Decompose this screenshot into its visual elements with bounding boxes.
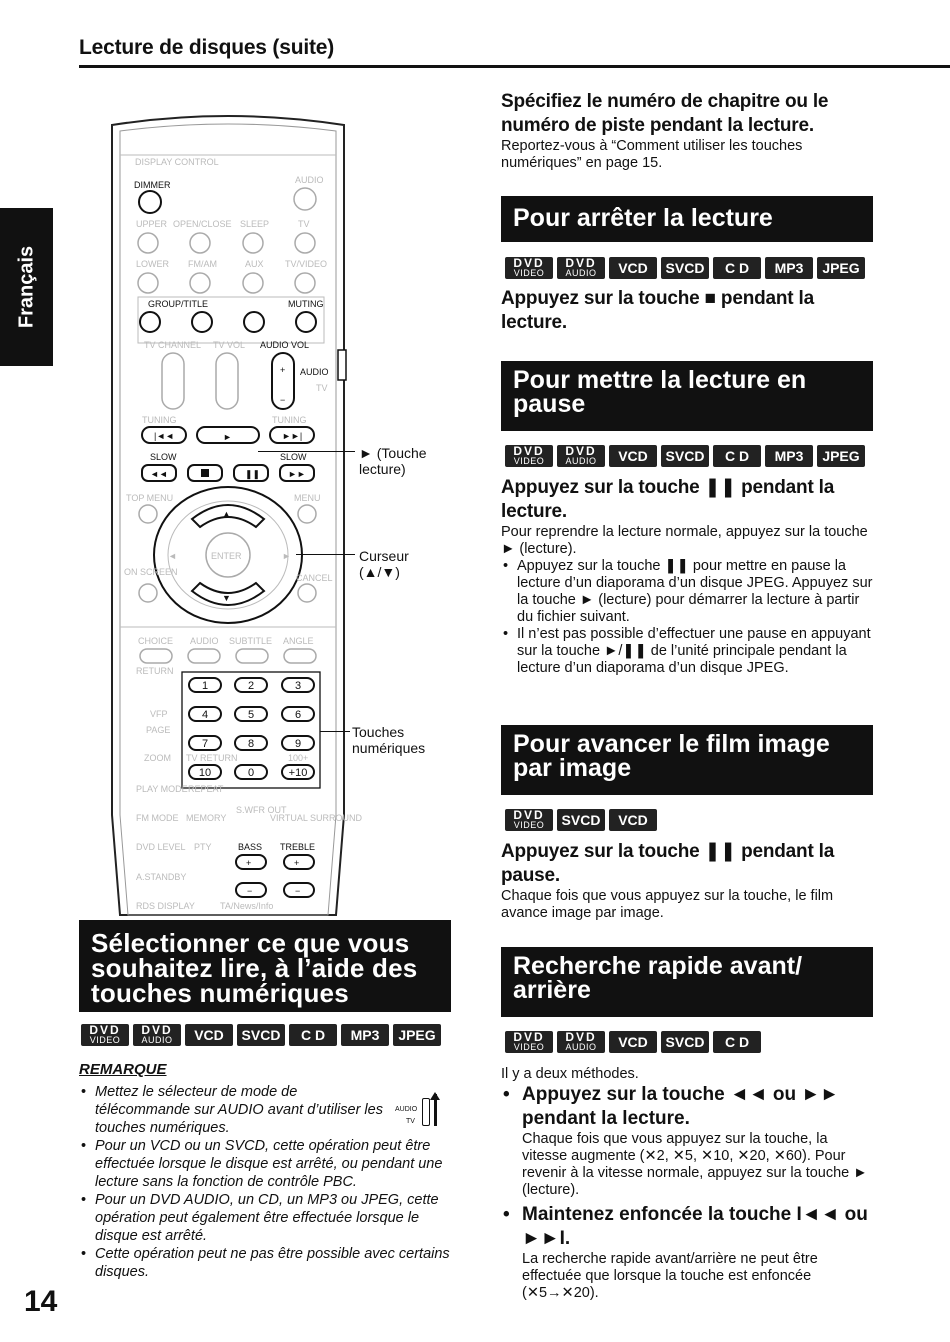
pause-body-text: Pour reprendre la lecture normale, appuyez sur la touche ► (lecture). (501, 524, 868, 557)
pause-body (501, 524, 873, 677)
menu-button[interactable] (298, 505, 316, 523)
number-key-label: 10 (198, 767, 212, 779)
dimmer-label: DIMMER (134, 180, 171, 190)
frame-advance-heading: Pour avancer le film image par image (513, 730, 830, 782)
remarque-item: • Pour un DVD AUDIO, un CD, un MP3 ou JPEG, cette opération peut également être effectuée lorsque le disque est arrêté. (95, 1191, 451, 1245)
tuning-minus-label: TUNING (142, 415, 177, 425)
subtitle-button[interactable] (236, 649, 268, 663)
aux-label: AUX (245, 259, 264, 269)
select-by-number-heading: Sélectionner ce que vous souhaitez lire, à l’aide des touches numériques (91, 928, 418, 1008)
display-control-label: DISPLAY CONTROL (135, 157, 219, 167)
choice-label: CHOICE (138, 636, 174, 646)
disc-badge-dvd-audio: DVD AUDIO (133, 1024, 181, 1046)
bass-label: BASS (238, 842, 263, 852)
open-close-button[interactable] (190, 233, 210, 253)
disc-badge-cd: C D (289, 1024, 337, 1046)
treble-label: TREBLE (280, 842, 316, 852)
upper-label: UPPER (136, 219, 168, 229)
svg-text:❚❚: ❚❚ (245, 469, 261, 479)
zoom-label: ZOOM (144, 753, 171, 763)
fm-am-label: FM/AM (188, 259, 217, 269)
frame-advance-instructions (501, 840, 873, 922)
on-screen-label: ON SCREEN (124, 567, 178, 577)
dvd-level-label: DVD LEVEL (136, 842, 186, 852)
pause-section-heading-box (501, 361, 873, 431)
memory-label: MEMORY (186, 813, 227, 823)
tv-channel-rocker[interactable] (162, 353, 184, 409)
svg-text:−: − (295, 886, 301, 896)
intro-body: Reportez-vous à “Comment utiliser les touches numériques” en page 15. (501, 138, 803, 171)
stop-instructions (501, 287, 873, 335)
remarque-item: • Cette opération peut ne pas être possible avec certains disques. (95, 1245, 451, 1281)
tv-video-button[interactable] (295, 273, 315, 293)
number-key-label: 3 (294, 680, 302, 692)
svg-text:▲: ▲ (222, 509, 231, 519)
disc-badge-vcd: VCD (185, 1024, 233, 1046)
tuning-plus-label: TUNING (272, 415, 307, 425)
language-side-tab (0, 208, 53, 366)
stop-lead: Appuyez sur la touche ■ pendant la lecture. (501, 288, 814, 333)
number-key-label: 5 (247, 709, 255, 721)
disc-badge-vcd: VCD (609, 809, 657, 831)
fast-search-disc-badges (505, 1031, 761, 1053)
header-rule (79, 65, 950, 68)
mode-switch-icon-audio-label: AUDIO (395, 1106, 418, 1113)
group-title-label: GROUP/TITLE (148, 299, 209, 309)
choice-button[interactable] (140, 649, 172, 663)
enter-label: ENTER (211, 551, 242, 561)
on-screen-button[interactable] (139, 584, 157, 602)
disc-badge-dvd-audio: DVD AUDIO (557, 445, 605, 467)
frame-advance-disc-badges (505, 809, 657, 831)
number-key-label: 6 (294, 709, 302, 721)
remarque-item: • Pour un VCD ou un SVCD, cette opération peut être effectuée lorsque le disque est arrêté, ou pendant une lecture sans la fonction de contrôle PBC. (95, 1137, 451, 1191)
svg-text:+: + (294, 858, 300, 868)
intro-lead: Spécifiez le numéro de chapitre ou le numéro de piste pendant la lecture. (501, 91, 829, 136)
return-label: RETURN (136, 666, 174, 676)
top-menu-button[interactable] (139, 505, 157, 523)
tv-vol-label: TV VOL (213, 340, 246, 350)
disc-badge-dvd-video: DVD VIDEO (505, 1031, 553, 1053)
tv-channel-label: TV CHANNEL (144, 340, 202, 350)
hundred-plus-label: 100+ (288, 753, 309, 763)
fast-search-method2-body: La recherche rapide avant/arrière ne peut être effectuée que lorsque la touche est enfoncée (✕5→✕20). (522, 1251, 818, 1301)
virtual-surround-label: VIRTUAL SURROUND (270, 813, 363, 823)
tv-label: TV (298, 219, 310, 229)
svg-text:◄◄: ◄◄ (150, 469, 168, 479)
disc-badge-cd: C D (713, 257, 761, 279)
slow-plus-label: SLOW (280, 452, 307, 462)
remote-control-illustration (110, 115, 363, 915)
disc-badge-jpeg: JPEG (817, 445, 865, 467)
disc-badge-dvd-video: DVD VIDEO (81, 1024, 129, 1046)
disc-badge-svcd: SVCD (661, 1031, 709, 1053)
pause-lead: Appuyez sur la touche ❚❚ pendant la lecture. (501, 477, 835, 522)
disc-badge-dvd-audio: DVD AUDIO (557, 1031, 605, 1053)
return-arrow-button[interactable] (244, 312, 264, 332)
stop-section-heading: Pour arrêter la lecture (513, 204, 773, 232)
number-key-label: 0 (247, 767, 255, 779)
lower-label: LOWER (136, 259, 170, 269)
mode-switch[interactable] (338, 350, 346, 380)
a-standby-label: A.STANDBY (136, 872, 187, 882)
frame-advance-body: Chaque fois que vous appuyez sur la touche, le film avance image par image. (501, 888, 834, 921)
fm-am-button[interactable] (190, 273, 210, 293)
muting-label: MUTING (288, 299, 324, 309)
svg-text:►: ► (282, 551, 291, 561)
svg-text:►: ► (223, 432, 232, 442)
svg-text:−: − (280, 395, 286, 405)
fast-search-heading: Recherche rapide avant/ arrière (513, 952, 803, 1004)
aux-button[interactable] (243, 273, 263, 293)
swfr-out-label: S.WFR OUT (236, 805, 287, 815)
fast-search-method1-lead: • Appuyez sur la touche ◄◄ ou ►► pendant la lecture. (501, 1083, 873, 1131)
disc-badge-cd: C D (713, 445, 761, 467)
cancel-label: CANCEL (296, 573, 333, 583)
mode-switch-tv-label: TV (316, 383, 328, 393)
upper-button[interactable] (138, 233, 158, 253)
number-key-label: 2 (247, 680, 255, 692)
audio-power-label: AUDIO (295, 175, 324, 185)
angle-label: ANGLE (283, 636, 314, 646)
fast-search-method2-lead: • Maintenez enfoncée la touche I◄◄ ou ►►I. (501, 1203, 873, 1251)
tv-return-label: TV RETURN (186, 753, 238, 763)
slow-minus-label: SLOW (150, 452, 177, 462)
language-side-tab-label: Français (15, 245, 37, 329)
svg-text:+: + (280, 365, 286, 375)
audio-vol-label: AUDIO VOL (260, 340, 310, 350)
select-by-number-heading-box (79, 920, 451, 1012)
muting-button[interactable] (296, 312, 316, 332)
svg-text:►►|: ►►| (282, 431, 303, 441)
svg-text:▼: ▼ (222, 593, 231, 603)
angle-button[interactable] (284, 649, 316, 663)
disc-badge-vcd: VCD (609, 445, 657, 467)
svg-text:◄: ◄ (168, 551, 177, 561)
svg-text:|◄◄: |◄◄ (154, 431, 175, 441)
fast-search-intro: Il y a deux méthodes. (501, 1066, 639, 1082)
open-close-label: OPEN/CLOSE (173, 219, 232, 229)
subtitle-label: SUBTITLE (229, 636, 273, 646)
play-callout-label: ► (Touche lecture) (359, 445, 427, 477)
tv-power-button[interactable] (295, 233, 315, 253)
fast-search-heading-box (501, 947, 873, 1017)
intro-block (501, 90, 873, 172)
fast-search-method1-body: Chaque fois que vous appuyez sur la touche, la vitesse augmente (✕2, ✕5, ✕10, ✕20, ✕60). Pour revenir à la vitesse normale, appuyez sur la touche ► (lecture). (522, 1131, 868, 1198)
disc-badge-dvd-video: DVD VIDEO (505, 257, 553, 279)
pause-section-heading: Pour mettre la lecture en pause (513, 366, 807, 418)
vfp-label: VFP (150, 709, 168, 719)
number-key-label: 4 (201, 709, 209, 721)
svg-text:►►: ►► (288, 469, 306, 479)
group-title-prev-button[interactable] (140, 312, 160, 332)
pause-disc-badges (505, 445, 865, 467)
group-title-next-button[interactable] (192, 312, 212, 332)
tv-vol-rocker[interactable] (216, 353, 238, 409)
sleep-button[interactable] (243, 233, 263, 253)
stop-section-heading-box (501, 196, 873, 242)
disc-badge-svcd: SVCD (661, 257, 709, 279)
audio-label: AUDIO (190, 636, 219, 646)
tv-video-label: TV/VIDEO (285, 259, 328, 269)
number-key-label: +10 (288, 767, 308, 779)
dimmer-button[interactable] (139, 191, 161, 213)
remarque-title: REMARQUE (79, 1061, 167, 1078)
rds-display-label: RDS DISPLAY (136, 901, 195, 911)
play-callout-line (258, 451, 355, 452)
svg-text:+: + (246, 858, 252, 868)
disc-badge-vcd: VCD (609, 1031, 657, 1053)
number-key-label: 9 (294, 738, 302, 750)
fast-search-instructions (501, 1066, 873, 1302)
pty-label: PTY (194, 842, 212, 852)
mode-switch-icon-tv-label: TV (406, 1118, 415, 1125)
menu-label: MENU (294, 493, 321, 503)
svg-text:−: − (247, 886, 253, 896)
disc-badge-svcd: SVCD (557, 809, 605, 831)
audio-button[interactable] (188, 649, 220, 663)
disc-badge-vcd: VCD (609, 257, 657, 279)
pause-note-item: • Il n’est pas possible d’effectuer une pause en appuyant sur la touche ►/❚❚ de l’unité principale pendant la lecture d’un diaporama d’un disque JPEG. (517, 626, 873, 677)
pause-note-item: • Appuyez sur la touche ❚❚ pour mettre en pause la lecture d’un diaporama d’un disque JPEG. Appuyez sur la touche ► (lecture) pour démarrer la lecture à partir du fichier suivant. (517, 558, 873, 626)
disc-badge-dvd-video: DVD VIDEO (505, 809, 553, 831)
frame-advance-lead: Appuyez sur la touche ❚❚ pendant la pause. (501, 841, 835, 886)
disc-badge-svcd: SVCD (237, 1024, 285, 1046)
disc-badge-dvd-video: DVD VIDEO (505, 445, 553, 467)
page-label: PAGE (146, 725, 171, 735)
disc-badge-jpeg: JPEG (393, 1024, 441, 1046)
frame-advance-heading-box (501, 725, 873, 795)
disc-badge-dvd-audio: DVD AUDIO (557, 257, 605, 279)
audio-power-button[interactable] (294, 188, 316, 210)
disc-badge-mp3: MP3 (765, 445, 813, 467)
disc-badge-mp3: MP3 (765, 257, 813, 279)
lower-button[interactable] (138, 273, 158, 293)
top-menu-label: TOP MENU (126, 493, 174, 503)
cancel-button[interactable] (298, 584, 316, 602)
pause-instructions (501, 476, 873, 677)
disc-badge-jpeg: JPEG (817, 257, 865, 279)
stop-disc-badges (505, 257, 865, 279)
numeric-callout-label: Touches numériques (352, 724, 426, 756)
number-key-label: 1 (201, 680, 209, 692)
number-key-label: 8 (247, 738, 255, 750)
numeric-callout-line (320, 731, 350, 732)
page-header-title: Lecture de disques (suite) (79, 36, 335, 59)
disc-badge-svcd: SVCD (661, 445, 709, 467)
mode-switch-audio-label: AUDIO (300, 367, 329, 377)
fm-mode-label: FM MODE (136, 813, 179, 823)
repeat-label: REPEAT (188, 784, 224, 794)
disc-badge-cd: C D (713, 1031, 761, 1053)
mode-switch-icon (395, 1092, 445, 1132)
page-number: 14 (24, 1285, 58, 1318)
play-mode-label: PLAY MODE (136, 784, 188, 794)
number-key-label: 7 (201, 738, 209, 750)
sleep-label: SLEEP (240, 219, 270, 229)
cursor-callout-line (296, 554, 355, 555)
remarque-item: • Mettez le sélecteur de mode de télécommande sur AUDIO avant d’utiliser les touches numériques. (95, 1083, 451, 1137)
left-disc-badges (81, 1024, 441, 1046)
cursor-callout-label: Curseur (▲/▼) (359, 548, 409, 580)
ta-news-info-label: TA/News/Info (220, 901, 274, 911)
disc-badge-mp3: MP3 (341, 1024, 389, 1046)
